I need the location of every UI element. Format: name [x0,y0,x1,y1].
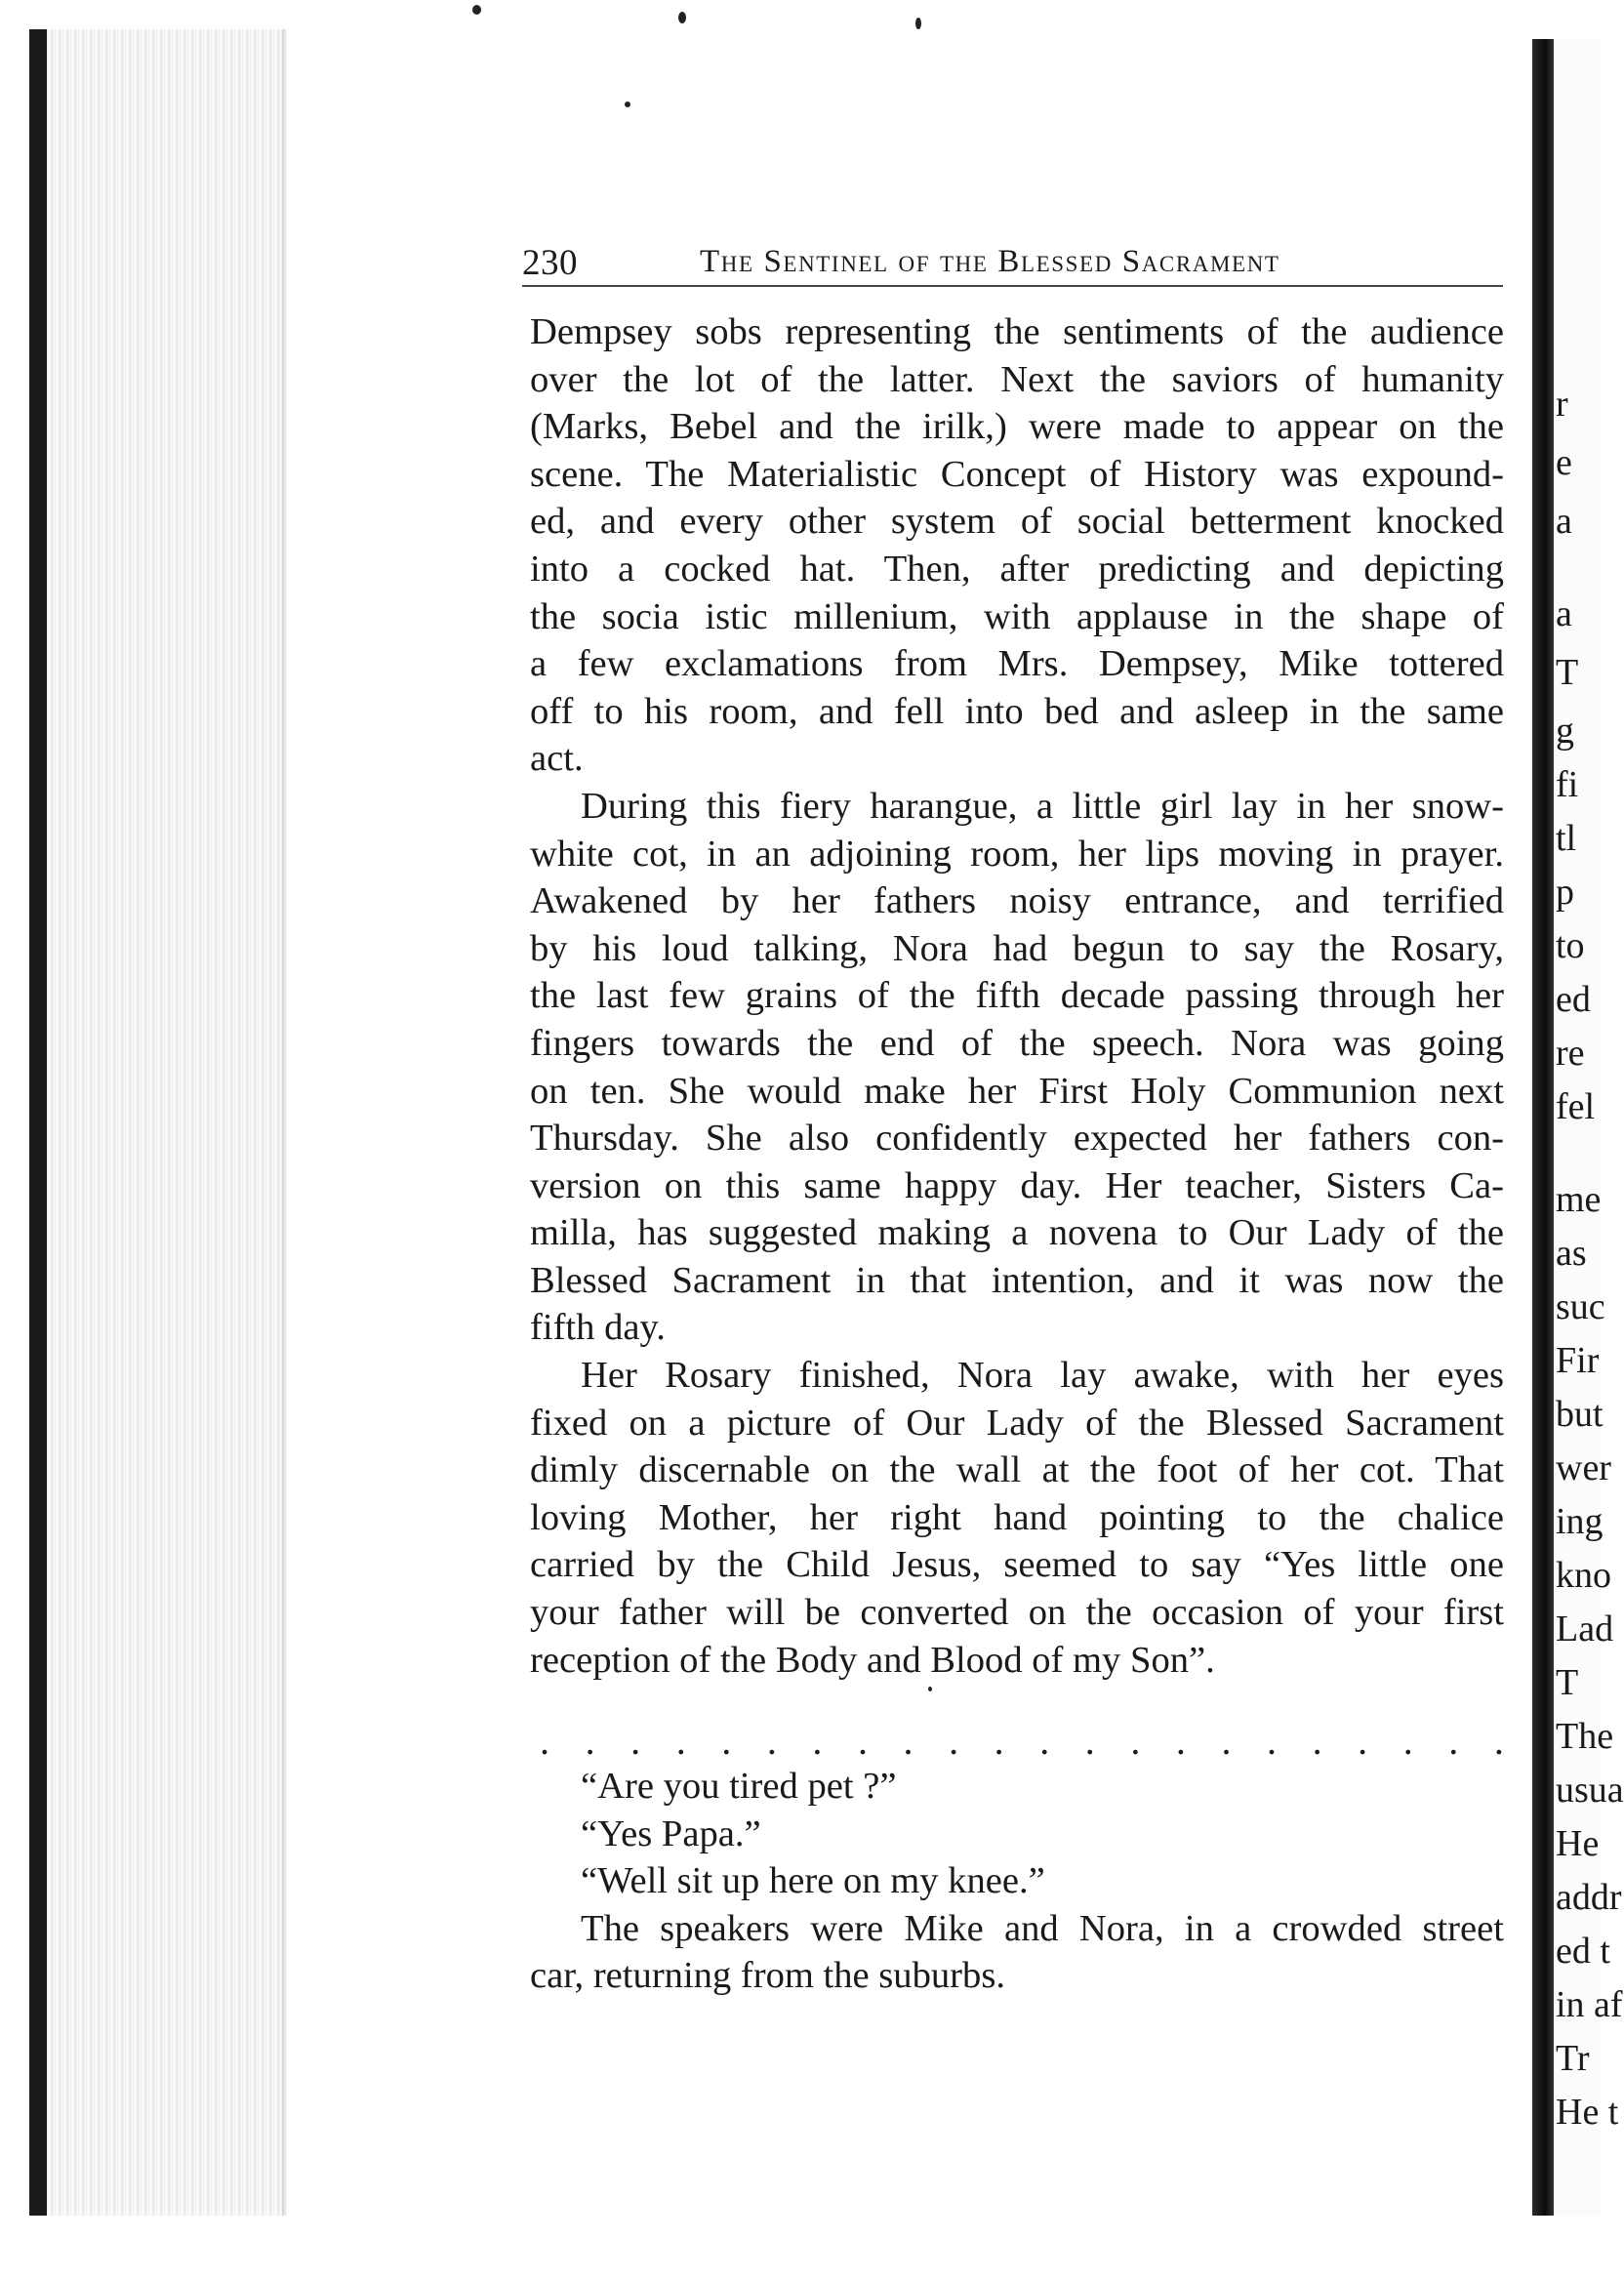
dust-speck [472,5,481,15]
text-line: fifth day. [530,1307,666,1349]
section-break-dots [540,1719,1504,1763]
text-line: a few exclamations from Mrs. Dempsey, Mike tottered [530,643,1504,685]
facing-page-text: fi [1556,764,1579,805]
text-line: off to his room, and fell into bed and asleep in the same [530,690,1504,732]
facing-page-text: ing [1556,1501,1604,1542]
break-dot: . [1402,1719,1413,1763]
text-line: car, returning from the suburbs. [530,1955,1005,1997]
break-dot: . [1493,1719,1504,1763]
text-line: the last few grains of the fifth decade passing through her [530,975,1504,1017]
facing-page-text: ed t [1556,1931,1610,1972]
facing-page-text: p [1556,872,1574,913]
text-line: over the lot of the latter. Next the saviors of humanity [530,358,1504,400]
facing-page-text: Fir [1556,1340,1600,1381]
facing-page-text: wer [1556,1447,1611,1488]
text-line: Thursday. She also confidently expected her fathers con- [530,1118,1504,1160]
text-line: milla, has suggested making a novena to Our Lady of the [530,1212,1504,1254]
break-dot: . [812,1719,823,1763]
page-number: 230 [522,243,578,283]
book-binding [1532,39,1554,2216]
facing-page-text: re [1556,1033,1585,1074]
break-dot: . [1175,1719,1186,1763]
dust-speck [928,1687,932,1691]
break-dot: . [1039,1719,1050,1763]
break-dot: . [903,1719,914,1763]
break-dot: . [630,1719,641,1763]
paragraph [530,1352,1504,1684]
text-line: on ten. She would make her First Holy Communion next [530,1070,1504,1112]
text-line: fingers towards the end of the speech. Nora was going [530,1022,1504,1064]
dialogue-line: “Yes Papa.” [581,1812,761,1854]
page-stack-edges [29,29,288,2216]
text-line: The speakers were Mike and Nora, in a crowded street [581,1907,1504,1949]
text-line: Blessed Sacrament in that intention, and it was now the [530,1259,1504,1301]
text-line: Awakened by her fathers noisy entrance, and terrified [530,880,1504,922]
facing-page-text: suc [1556,1286,1605,1327]
dialogue-line: “Well sit up here on my knee.” [581,1860,1045,1902]
break-dot: . [857,1719,868,1763]
break-dot: . [585,1719,595,1763]
dialogue-line: “Are you tired pet ?” [581,1766,897,1807]
body-text [530,308,1504,1684]
break-dot: . [721,1719,732,1763]
break-dot: . [1221,1719,1232,1763]
facing-page-text: usua [1556,1770,1624,1811]
facing-page-text: fel [1556,1086,1596,1127]
facing-page-text: tl [1556,818,1577,859]
facing-page-text: me [1556,1179,1602,1220]
text-line: white cot, in an adjoining room, her lips moving in prayer. [530,833,1504,875]
facing-page-text: but [1556,1394,1604,1435]
facing-page-text: g [1556,711,1574,752]
text-line: version on this same happy day. Her teacher, Sisters Ca- [530,1164,1504,1206]
facing-page-text: r [1556,384,1568,425]
text-line: into a cocked hat. Then, after predicting and depicting [530,548,1504,590]
break-dot: . [1448,1719,1459,1763]
text-line: your father will be converted on the occasion of your first [530,1592,1504,1634]
break-dot: . [766,1719,777,1763]
closing-paragraph [530,1905,1504,2000]
text-line: fixed on a picture of Our Lady of the Blessed Sacrament [530,1402,1504,1444]
break-dot: . [675,1719,686,1763]
text-line: ed, and every other system of social betterment knocked [530,501,1504,543]
facing-page-text: ed [1556,979,1591,1020]
text-line: Dempsey sobs representing the sentiments of the audience [530,311,1504,352]
break-dot: . [1312,1719,1322,1763]
dust-speck [625,102,630,107]
facing-page-text: Lad [1556,1608,1614,1649]
facing-page-text: in af [1556,1984,1623,2025]
break-dot: . [540,1719,549,1763]
text-line: reception of the Body and Blood of my Son”. [530,1639,1215,1681]
break-dot: . [949,1719,959,1763]
text-line: (Marks, Bebel and the irilk,) were made to appear on the [530,406,1504,448]
page-header [522,242,1503,287]
bottom-margin [0,2216,1601,2280]
dialogue-block [530,1763,1504,2000]
text-line: scene. The Materialistic Concept of History was expound- [530,453,1504,495]
facing-page-text: The [1556,1716,1614,1757]
running-title: The Sentinel of the Blessed Sacrament [700,244,1280,279]
break-dot: . [1084,1719,1095,1763]
facing-page-text: T [1556,1662,1579,1703]
text-line: loving Mother, her right hand pointing to the chalice [530,1496,1504,1538]
dust-speck [678,12,686,23]
facing-page-text: Tr [1556,2038,1590,2079]
top-margin [0,0,1601,29]
paragraph [530,308,1504,783]
paragraph [530,783,1504,1352]
facing-page-text: a [1556,593,1572,634]
text-line: Her Rosary finished, Nora lay awake, with her eyes [581,1355,1504,1397]
text-line: During this fiery harangue, a little girl lay in her snow- [581,785,1504,827]
break-dot: . [1358,1719,1368,1763]
break-dot: . [1267,1719,1277,1763]
text-line: act. [530,738,584,780]
facing-page-text: He [1556,1823,1600,1864]
dust-speck [915,18,921,29]
break-dot: . [1130,1719,1141,1763]
break-dot: . [994,1719,1004,1763]
facing-page-text: a [1556,501,1572,542]
text-line: the socia istic millenium, with applause in the shape of [530,595,1504,637]
facing-page-text: to [1556,925,1585,966]
text-line: carried by the Child Jesus, seemed to say “Yes little one [530,1544,1504,1586]
facing-page-text: e [1556,442,1572,483]
facing-page-text: as [1556,1233,1587,1274]
facing-page-text: He t [1556,2092,1619,2133]
facing-page-text: kno [1556,1555,1611,1596]
facing-page-fragment [1554,39,1624,2216]
text-line: dimly discernable on the wall at the foot of her cot. That [530,1449,1504,1491]
facing-page-text: T [1556,652,1579,693]
text-line: by his loud talking, Nora had begun to say the Rosary, [530,927,1504,969]
facing-page-text: addr [1556,1877,1622,1918]
